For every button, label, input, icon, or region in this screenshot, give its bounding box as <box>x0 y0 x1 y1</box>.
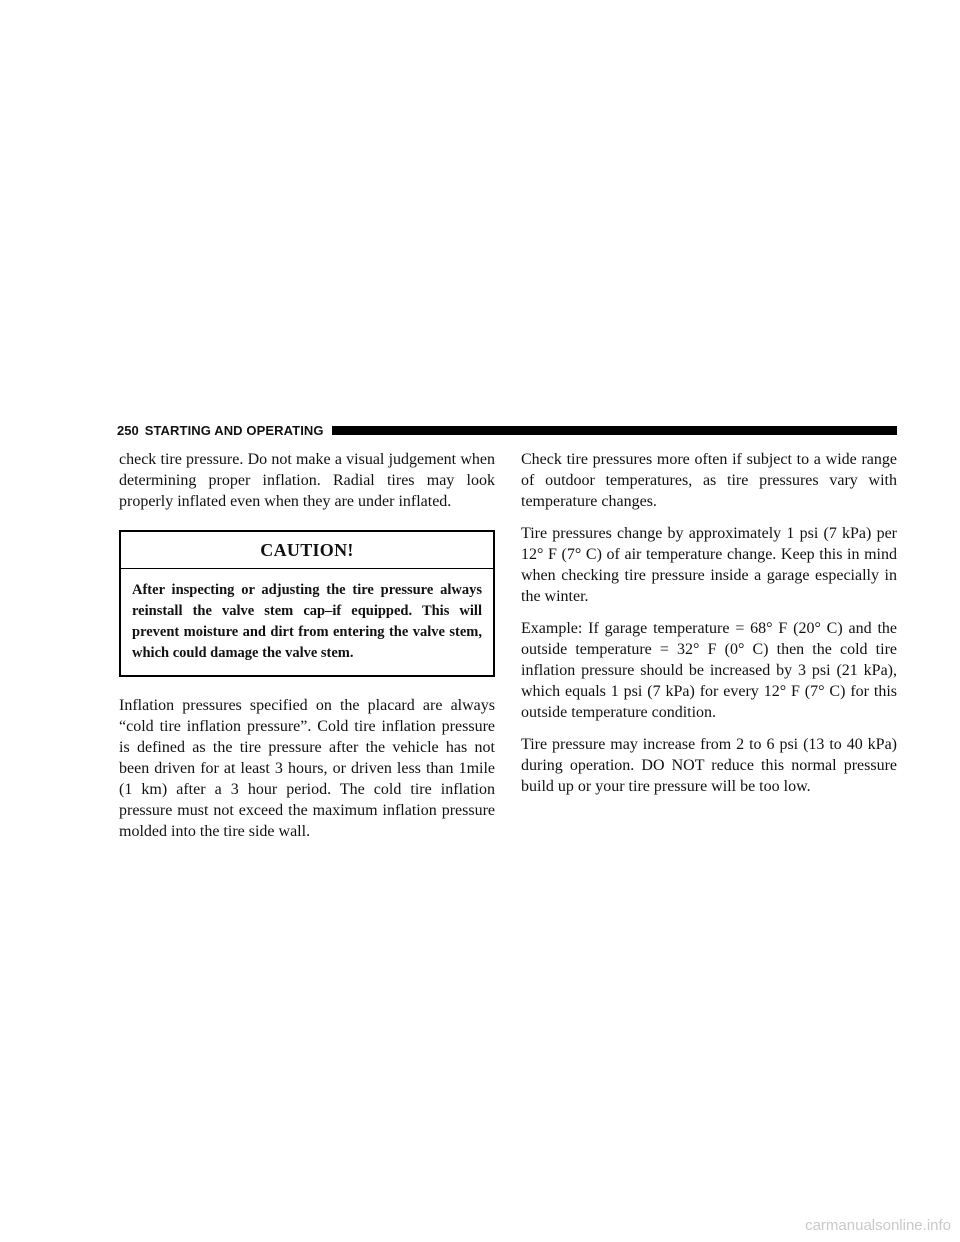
caution-title: CAUTION! <box>121 532 493 569</box>
caution-body: After inspecting or adjusting the tire pressure always reinstall the valve stem cap–if equipped. This will prevent moisture and dirt from entering the valve stem, which could damage the valve stem. <box>132 582 482 661</box>
page-header <box>117 421 897 439</box>
right-paragraph-2: Tire pressures change by approximately 1 psi (7 kPa) per 12° F (7° C) of air temperature change. Keep this in mind when checking tire pressure inside a garage especially in the winter. <box>521 525 897 605</box>
right-column <box>521 449 897 808</box>
left-column <box>119 449 495 853</box>
right-paragraph-4: Tire pressure may increase from 2 to 6 psi (13 to 40 kPa) during operation. DO NOT reduce this normal pressure build up or your tire pressure will be too low. <box>521 736 897 795</box>
left-paragraph-2: Inflation pressures specified on the placard are always “cold tire inflation pressure”. Cold tire inflation pressure is defined as the tire pressure after the vehicle has not been driven for at least 3 hours, or driven less than 1mile (1 km) after a 3 hour period. The cold tire inflation pressure must not exceed the maximum inflation pressure molded into the tire side wall. <box>119 697 495 840</box>
left-paragraph-1: check tire pressure. Do not make a visual judgement when determining proper inflation. Radial tires may look properly inflated even when they are under inflated. <box>119 451 495 510</box>
section-title: STARTING AND OPERATING <box>144 422 324 438</box>
watermark-link[interactable]: carmanualsonline.info <box>805 1217 951 1234</box>
header-rule <box>332 426 897 435</box>
right-paragraph-1: Check tire pressures more often if subject to a wide range of outdoor temperatures, as tire pressures vary with temperature changes. <box>521 451 897 510</box>
page-number: 250 <box>117 422 139 438</box>
right-paragraph-3: Example: If garage temperature = 68° F (20° C) and the outside temperature = 32° F (0° C) then the cold tire inflation pressure should be increased by 3 psi (21 kPa), which equals 1 psi (7 kPa) for every 12° F (7° C) for this outside temperature condition. <box>521 620 897 721</box>
caution-box <box>119 530 495 677</box>
